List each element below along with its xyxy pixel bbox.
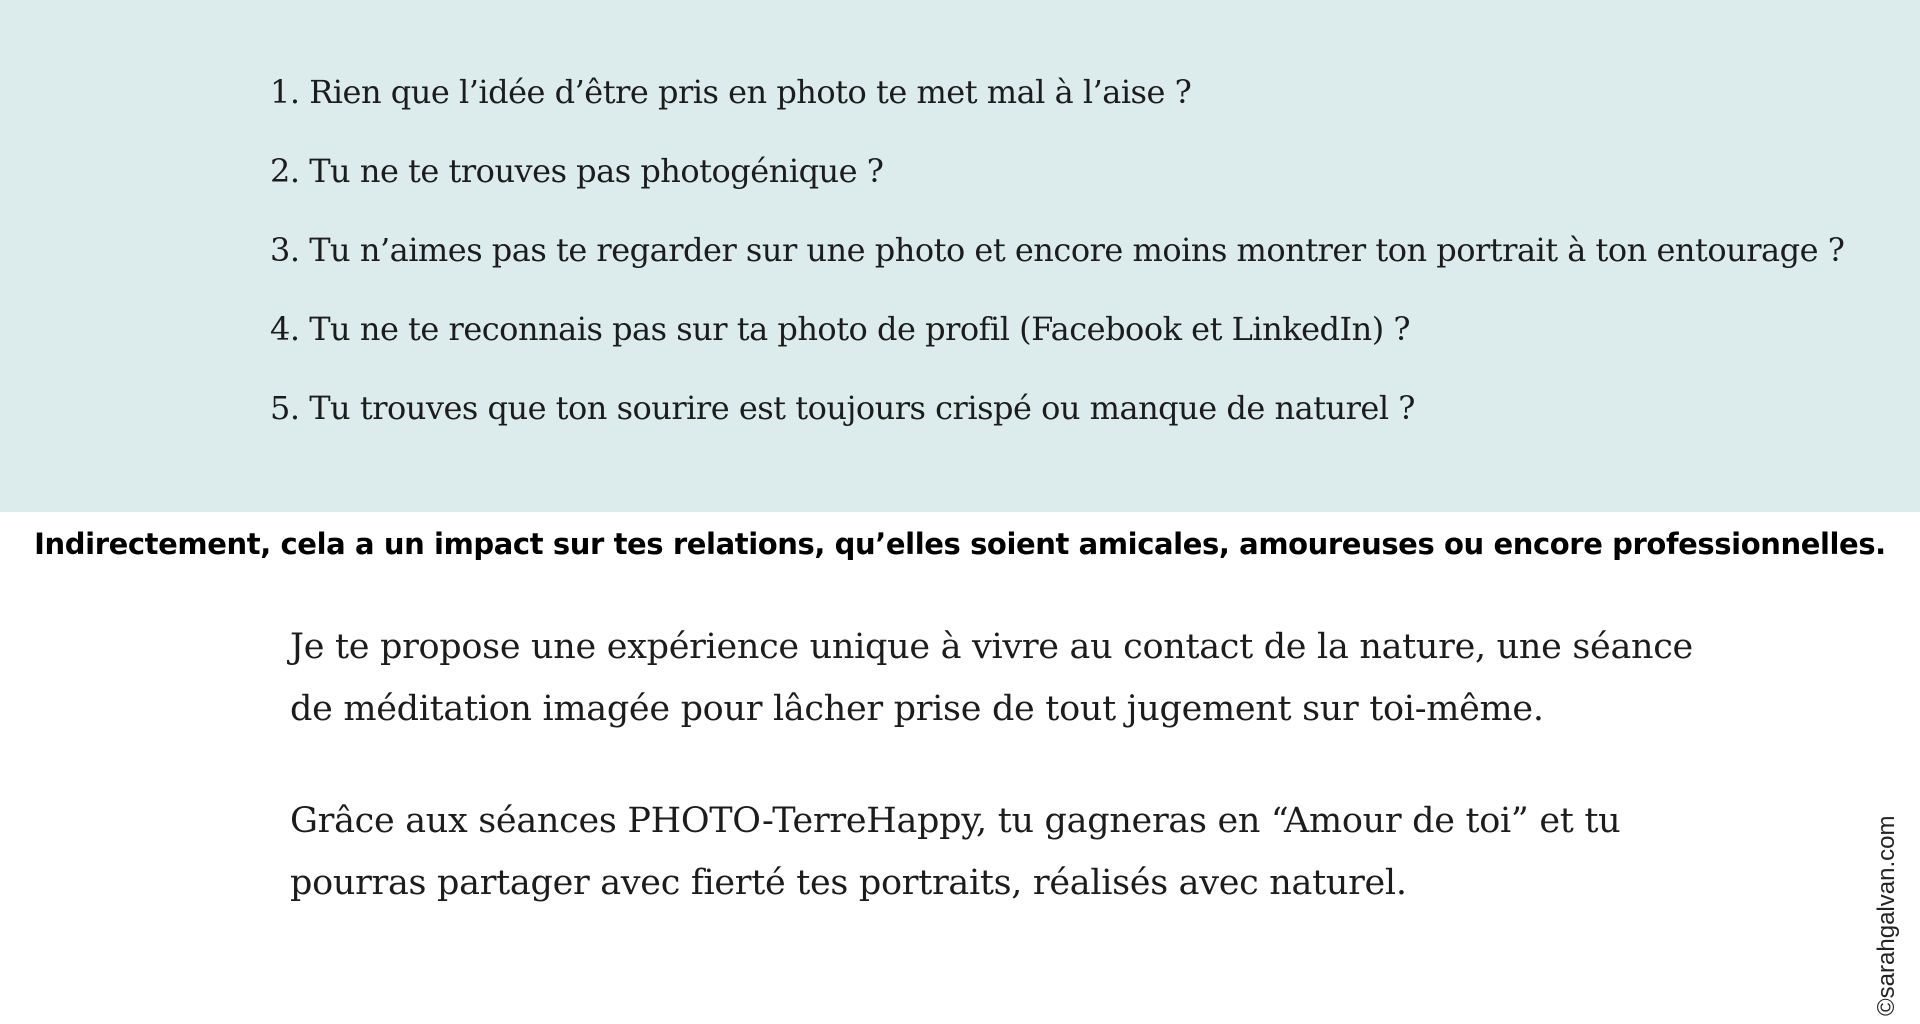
question-item: 4. Tu ne te reconnais pas sur ta photo de profil (Facebook et LinkedIn) ? xyxy=(270,310,1411,348)
offer-paragraph: Je te propose une expérience unique à vivre au contact de la nature, une séance de méditation imagée pour lâcher prise de tout jugement sur toi-même. xyxy=(290,627,1693,729)
question-item: 3. Tu n’aimes pas te regarder sur une photo et encore moins montrer ton portrait à ton entourage ? xyxy=(270,231,1845,269)
question-item: 2. Tu ne te trouves pas photogénique ? xyxy=(270,152,884,190)
copyright-notice: ©sarahgalvan.com xyxy=(1873,815,1900,1016)
question-item: 1. Rien que l’idée d’être pris en photo te met mal à l’aise ? xyxy=(270,73,1192,111)
benefit-paragraph: Grâce aux séances PHOTO-TerreHappy, tu gagneras en “Amour de toi” et tu pourras partager avec fierté tes portraits, réalisés avec naturel. xyxy=(290,801,1621,903)
question-item: 5. Tu trouves que ton sourire est toujours crispé ou manque de naturel ? xyxy=(270,389,1415,427)
questions-list xyxy=(270,72,1844,467)
impact-headline: Indirectement, cela a un impact sur tes relations, qu’elles soient amicales, amoureuses ou encore professionnelles. xyxy=(34,527,1886,561)
